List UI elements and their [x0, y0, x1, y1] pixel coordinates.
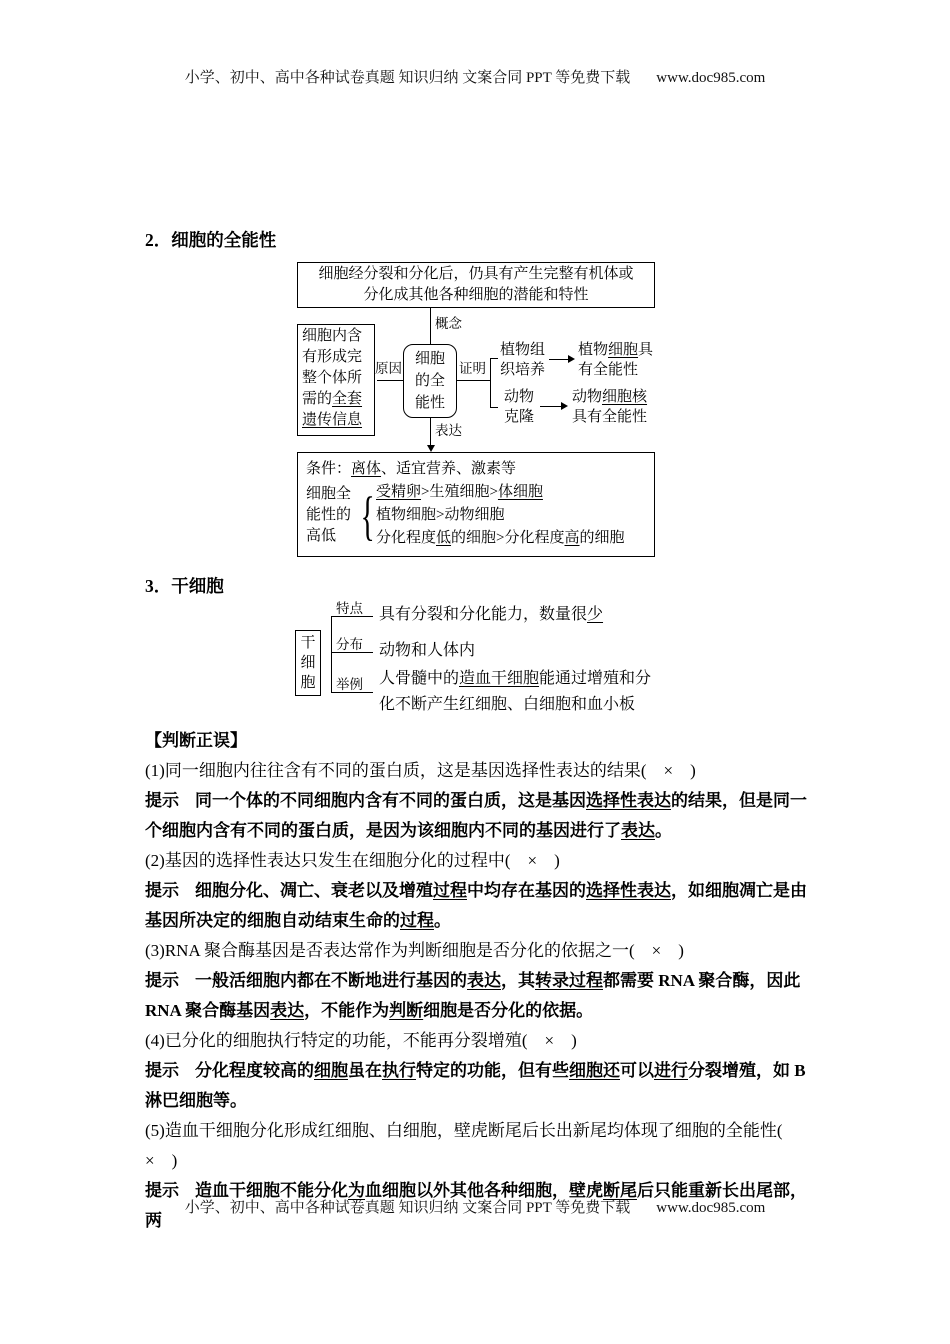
- branch-line: [331, 616, 373, 617]
- prove-label: 证明: [459, 361, 486, 376]
- branch-line: [331, 652, 373, 653]
- level-line-2: 植物细胞>动物细胞: [376, 507, 505, 523]
- connector-line: [377, 380, 403, 381]
- tip-label: 提示: [145, 1181, 179, 1200]
- section-3-title: 3．干细胞: [145, 576, 224, 596]
- question-1: (1)同一细胞内往往含有不同的蛋白质，这是基因选择性表达的结果( × ): [145, 761, 696, 780]
- fork-line: [490, 358, 491, 408]
- true-false-section: [145, 726, 813, 1236]
- header-url-link[interactable]: www.doc985.com: [656, 70, 766, 86]
- question-5: (5)造血干细胞分化形成红细胞、白细胞，壁虎断尾后长出新尾均体现了细胞的全能性( × ): [145, 1121, 800, 1170]
- fork-line: [331, 616, 332, 693]
- branch-text-feature: 具有分裂和分化能力，数量很少: [379, 606, 604, 623]
- answer-1-text: 同一个体的不同细胞内含有不同的蛋白质，这是基因选择性表达的结果，但是同一个细胞内含有不同的蛋白质，是因为该细胞内不同的基因进行了表达。: [145, 791, 807, 840]
- answer-2-text: 细胞分化、凋亡、衰老以及增殖过程中均存在基因的选择性表达，如细胞凋亡是由基因所决定的细胞自动结束生命的过程。: [145, 881, 807, 930]
- qa-heading: 【判断正误】: [145, 731, 247, 750]
- animal-nucleus-result-text: 动物细胞核 具有全能性: [572, 389, 648, 425]
- connector-line: [457, 380, 490, 381]
- fork-stub: [490, 358, 498, 359]
- center-topic-box: 细胞 的全 能性: [403, 344, 457, 418]
- answer-2: [145, 876, 813, 936]
- concept-label: 概念: [435, 316, 462, 331]
- level-line-1: 受精卵>生殖细胞>体细胞: [376, 484, 543, 500]
- question-3: (3)RNA 聚合酶基因是否表达常作为判断细胞是否分化的依据之一( × ): [145, 941, 684, 960]
- level-line-3: 分化程度低的细胞>分化程度高的细胞: [376, 530, 625, 546]
- concept-definition-box: 细胞经分裂和分化后，仍具有产生完整有机体或 分化成其他各种细胞的潜能和特性: [297, 262, 655, 308]
- branch-label-distribution: 分布: [336, 637, 363, 652]
- branch-label-example: 举例: [336, 677, 363, 692]
- answer-3-text: 一般活细胞内都在不断地进行基因的表达，其转录过程都需要 RNA 聚合酶，因此 RNA 聚合酶基因表达，不能作为判断细胞是否分化的依据。: [145, 971, 801, 1020]
- answer-4: [145, 1056, 813, 1116]
- answer-5-text: 造血干细胞不能分化为血细胞以外其他各种细胞，壁虎断尾后只能重新长出尾部，两: [145, 1181, 807, 1230]
- arrow-right-icon: [561, 402, 568, 410]
- answer-3: [145, 966, 813, 1026]
- condition-level-box: [297, 452, 655, 557]
- stem-cell-diagram: [295, 600, 715, 722]
- arrow-line: [549, 359, 569, 360]
- plant-culture-text: 植物组 织培养: [500, 342, 546, 378]
- connector-line: [430, 418, 431, 446]
- tip-label: 提示: [145, 971, 179, 990]
- plant-cell-result-text: 植物细胞具 有全能性: [578, 342, 654, 378]
- reason-label: 原因: [375, 361, 402, 376]
- section-2-title: 2．细胞的全能性: [145, 230, 277, 250]
- arrow-right-icon: [568, 355, 575, 363]
- stem-cell-box: 干 细 胞: [295, 630, 321, 696]
- totipotency-concept-map: [297, 262, 662, 560]
- answer-4-text: 分化程度较高的细胞虽在执行特定的功能，但有些细胞还可以进行分裂增殖，如 B 淋巴细胞等。: [145, 1061, 806, 1110]
- connector-line: [430, 308, 431, 344]
- level-label: 细胞全 能性的 高低: [306, 486, 352, 544]
- page-footer: [0, 1196, 950, 1217]
- question-2: (2)基因的选择性表达只发生在细胞分化的过程中( × ): [145, 851, 560, 870]
- header-text: 小学、初中、高中各种试卷真题 知识归纳 文案合同 PPT 等免费下载: [184, 70, 631, 86]
- fork-stub: [490, 407, 498, 408]
- arrow-line: [540, 406, 562, 407]
- document-body: [145, 228, 813, 1236]
- condition-line: 条件：离体、适宜营养、激素等: [306, 461, 517, 477]
- page-header: [0, 66, 950, 87]
- reason-box: 细胞内含 有形成完 整个体所 需的全套 遗传信息: [297, 324, 375, 436]
- branch-text-distribution: 动物和人体内: [379, 642, 476, 659]
- tip-label: 提示: [145, 1061, 179, 1080]
- express-label: 表达: [435, 423, 462, 438]
- answer-1: [145, 786, 813, 846]
- footer-text: 小学、初中、高中各种试卷真题 知识归纳 文案合同 PPT 等免费下载: [184, 1200, 631, 1216]
- animal-clone-text: 动物 克隆: [504, 389, 535, 425]
- brace-icon: {: [360, 485, 375, 546]
- branch-line: [331, 692, 373, 693]
- level-list: [376, 481, 625, 550]
- question-4: (4)已分化的细胞执行特定的功能，不能再分裂增殖( × ): [145, 1031, 577, 1050]
- tip-label: 提示: [145, 791, 179, 810]
- branch-label-feature: 特点: [336, 601, 363, 616]
- arrow-down-icon: [427, 445, 435, 452]
- footer-url-link[interactable]: www.doc985.com: [656, 1200, 766, 1216]
- branch-text-example: 人骨髓中的造血干细胞能通过增殖和分 化不断产生红细胞、白细胞和血小板: [379, 670, 652, 713]
- tip-label: 提示: [145, 881, 179, 900]
